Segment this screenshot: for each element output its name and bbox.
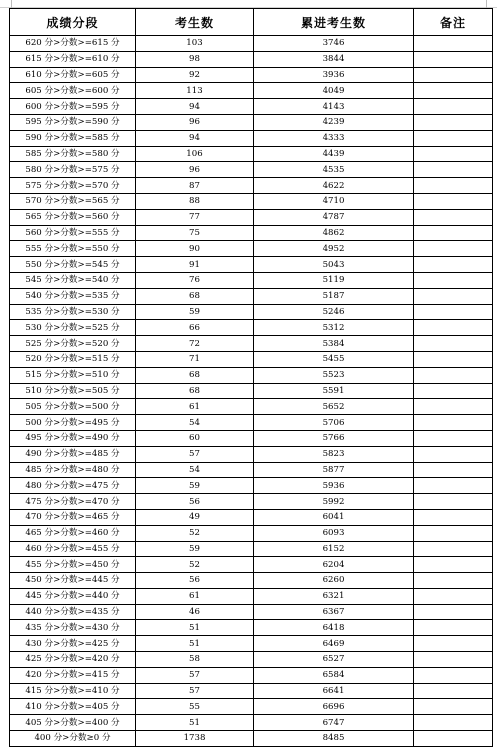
table-row	[10, 509, 493, 525]
candidate-count-cell: 56	[136, 573, 254, 589]
remarks-cell	[414, 494, 493, 510]
candidate-count-cell: 106	[136, 146, 254, 162]
table-row	[10, 36, 493, 52]
candidate-count-cell: 76	[136, 272, 254, 288]
table-row	[10, 699, 493, 715]
score-range-cell: 480 分>分数>=475 分	[10, 478, 136, 494]
table-row	[10, 367, 493, 383]
score-range-cell: 495 分>分数>=490 分	[10, 430, 136, 446]
remarks-cell	[414, 36, 493, 52]
score-range-cell: 470 分>分数>=465 分	[10, 509, 136, 525]
score-range-cell: 575 分>分数>=570 分	[10, 178, 136, 194]
candidate-count-cell: 68	[136, 367, 254, 383]
score-range-cell: 440 分>分数>=435 分	[10, 604, 136, 620]
cumulative-count-cell: 6321	[254, 588, 414, 604]
cumulative-count-cell: 5523	[254, 367, 414, 383]
table-row	[10, 83, 493, 99]
remarks-cell	[414, 525, 493, 541]
score-range-cell: 510 分>分数>=505 分	[10, 383, 136, 399]
candidate-count-cell: 90	[136, 241, 254, 257]
score-range-cell: 425 分>分数>=420 分	[10, 652, 136, 668]
score-range-cell: 620 分>分数>=615 分	[10, 36, 136, 52]
remarks-cell	[414, 304, 493, 320]
cumulative-count-cell: 5823	[254, 446, 414, 462]
table-row	[10, 336, 493, 352]
remarks-cell	[414, 715, 493, 731]
score-range-cell: 515 分>分数>=510 分	[10, 367, 136, 383]
score-range-cell: 585 分>分数>=580 分	[10, 146, 136, 162]
cumulative-count-cell: 5766	[254, 430, 414, 446]
table-row	[10, 667, 493, 683]
table-row	[10, 193, 493, 209]
remarks-cell	[414, 383, 493, 399]
table-row	[10, 383, 493, 399]
cumulative-count-cell: 6469	[254, 636, 414, 652]
header-cumulative-count: 累进考生数	[254, 9, 414, 36]
remarks-cell	[414, 51, 493, 67]
candidate-count-cell: 75	[136, 225, 254, 241]
candidate-count-cell: 92	[136, 67, 254, 83]
table-row	[10, 351, 493, 367]
table-row	[10, 715, 493, 731]
remarks-cell	[414, 652, 493, 668]
score-range-cell: 565 分>分数>=560 分	[10, 209, 136, 225]
score-range-cell: 420 分>分数>=415 分	[10, 667, 136, 683]
remarks-cell	[414, 193, 493, 209]
table-row	[10, 541, 493, 557]
score-range-cell: 465 分>分数>=460 分	[10, 525, 136, 541]
candidate-count-cell: 94	[136, 130, 254, 146]
cumulative-count-cell: 5992	[254, 494, 414, 510]
remarks-cell	[414, 272, 493, 288]
table-row	[10, 99, 493, 115]
cumulative-count-cell: 5043	[254, 257, 414, 273]
cumulative-count-cell: 5187	[254, 288, 414, 304]
cumulative-count-cell: 5877	[254, 462, 414, 478]
table-row	[10, 178, 493, 194]
cumulative-count-cell: 4862	[254, 225, 414, 241]
cumulative-count-cell: 4622	[254, 178, 414, 194]
remarks-cell	[414, 336, 493, 352]
remarks-cell	[414, 573, 493, 589]
table-row	[10, 588, 493, 604]
margin-corner-mark-left	[11, 0, 12, 8]
remarks-cell	[414, 178, 493, 194]
remarks-cell	[414, 399, 493, 415]
cumulative-count-cell: 6527	[254, 652, 414, 668]
candidate-count-cell: 51	[136, 636, 254, 652]
cumulative-count-cell: 3844	[254, 51, 414, 67]
remarks-cell	[414, 699, 493, 715]
table-row	[10, 241, 493, 257]
score-range-cell: 615 分>分数>=610 分	[10, 51, 136, 67]
candidate-count-cell: 59	[136, 304, 254, 320]
cumulative-count-cell: 4710	[254, 193, 414, 209]
score-range-cell: 410 分>分数>=405 分	[10, 699, 136, 715]
candidate-count-cell: 55	[136, 699, 254, 715]
candidate-count-cell: 60	[136, 430, 254, 446]
table-row	[10, 525, 493, 541]
candidate-count-cell: 54	[136, 415, 254, 431]
cumulative-count-cell: 6418	[254, 620, 414, 636]
table-row	[10, 478, 493, 494]
candidate-count-cell: 61	[136, 588, 254, 604]
cumulative-count-cell: 4952	[254, 241, 414, 257]
header-score-range: 成绩分段	[10, 9, 136, 36]
table-row	[10, 415, 493, 431]
table-row	[10, 209, 493, 225]
score-range-cell: 580 分>分数>=575 分	[10, 162, 136, 178]
candidate-count-cell: 58	[136, 652, 254, 668]
remarks-cell	[414, 731, 493, 747]
remarks-cell	[414, 636, 493, 652]
candidate-count-cell: 49	[136, 509, 254, 525]
table-row	[10, 67, 493, 83]
header-remarks: 备注	[414, 9, 493, 36]
remarks-cell	[414, 604, 493, 620]
remarks-cell	[414, 667, 493, 683]
remarks-cell	[414, 257, 493, 273]
cumulative-count-cell: 4239	[254, 114, 414, 130]
cumulative-count-cell: 6260	[254, 573, 414, 589]
score-range-cell: 520 分>分数>=515 分	[10, 351, 136, 367]
cumulative-count-cell: 5706	[254, 415, 414, 431]
table-row	[10, 272, 493, 288]
cumulative-count-cell: 3746	[254, 36, 414, 52]
score-range-cell: 555 分>分数>=550 分	[10, 241, 136, 257]
candidate-count-cell: 103	[136, 36, 254, 52]
candidate-count-cell: 56	[136, 494, 254, 510]
page-top-margin	[0, 0, 497, 8]
remarks-cell	[414, 130, 493, 146]
table-row	[10, 288, 493, 304]
remarks-cell	[414, 162, 493, 178]
header-candidate-count: 考生数	[136, 9, 254, 36]
cumulative-count-cell: 5455	[254, 351, 414, 367]
remarks-cell	[414, 241, 493, 257]
score-range-cell: 450 分>分数>=445 分	[10, 573, 136, 589]
table-row	[10, 731, 493, 747]
candidate-count-cell: 51	[136, 620, 254, 636]
cumulative-count-cell: 5384	[254, 336, 414, 352]
score-range-cell: 500 分>分数>=495 分	[10, 415, 136, 431]
remarks-cell	[414, 541, 493, 557]
score-range-cell: 475 分>分数>=470 分	[10, 494, 136, 510]
candidate-count-cell: 57	[136, 667, 254, 683]
cumulative-count-cell: 4535	[254, 162, 414, 178]
cumulative-count-cell: 6093	[254, 525, 414, 541]
table-row	[10, 257, 493, 273]
candidate-count-cell: 96	[136, 162, 254, 178]
candidate-count-cell: 61	[136, 399, 254, 415]
table-row	[10, 51, 493, 67]
candidate-count-cell: 113	[136, 83, 254, 99]
table-row	[10, 114, 493, 130]
remarks-cell	[414, 99, 493, 115]
candidate-count-cell: 68	[136, 288, 254, 304]
table-row	[10, 652, 493, 668]
score-range-cell: 525 分>分数>=520 分	[10, 336, 136, 352]
score-range-cell: 540 分>分数>=535 分	[10, 288, 136, 304]
cumulative-count-cell: 6204	[254, 557, 414, 573]
table-row	[10, 225, 493, 241]
table-row	[10, 130, 493, 146]
score-range-cell: 485 分>分数>=480 分	[10, 462, 136, 478]
score-range-cell: 430 分>分数>=425 分	[10, 636, 136, 652]
score-distribution-table	[9, 8, 493, 747]
table-row	[10, 399, 493, 415]
remarks-cell	[414, 67, 493, 83]
cumulative-count-cell: 4049	[254, 83, 414, 99]
cumulative-count-cell: 5246	[254, 304, 414, 320]
table-row	[10, 430, 493, 446]
cumulative-count-cell: 4333	[254, 130, 414, 146]
remarks-cell	[414, 462, 493, 478]
score-range-cell: 455 分>分数>=450 分	[10, 557, 136, 573]
score-range-cell: 595 分>分数>=590 分	[10, 114, 136, 130]
score-range-cell: 505 分>分数>=500 分	[10, 399, 136, 415]
table-row	[10, 636, 493, 652]
remarks-cell	[414, 509, 493, 525]
remarks-cell	[414, 114, 493, 130]
remarks-cell	[414, 446, 493, 462]
candidate-count-cell: 52	[136, 525, 254, 541]
score-range-cell: 445 分>分数>=440 分	[10, 588, 136, 604]
table-row	[10, 683, 493, 699]
margin-corner-mark-right	[486, 0, 487, 8]
score-range-cell: 605 分>分数>=600 分	[10, 83, 136, 99]
cumulative-count-cell: 8485	[254, 731, 414, 747]
score-range-cell: 550 分>分数>=545 分	[10, 257, 136, 273]
score-range-cell: 530 分>分数>=525 分	[10, 320, 136, 336]
score-range-cell: 400 分>分数≥0 分	[10, 731, 136, 747]
candidate-count-cell: 68	[136, 383, 254, 399]
candidate-count-cell: 52	[136, 557, 254, 573]
score-range-cell: 460 分>分数>=455 分	[10, 541, 136, 557]
table-row	[10, 620, 493, 636]
candidate-count-cell: 59	[136, 478, 254, 494]
cumulative-count-cell: 6152	[254, 541, 414, 557]
candidate-count-cell: 46	[136, 604, 254, 620]
table-row	[10, 446, 493, 462]
cumulative-count-cell: 6041	[254, 509, 414, 525]
score-range-cell: 600 分>分数>=595 分	[10, 99, 136, 115]
candidate-count-cell: 94	[136, 99, 254, 115]
candidate-count-cell: 98	[136, 51, 254, 67]
remarks-cell	[414, 415, 493, 431]
candidate-count-cell: 1738	[136, 731, 254, 747]
candidate-count-cell: 71	[136, 351, 254, 367]
remarks-cell	[414, 320, 493, 336]
cumulative-count-cell: 6641	[254, 683, 414, 699]
candidate-count-cell: 87	[136, 178, 254, 194]
remarks-cell	[414, 83, 493, 99]
score-range-cell: 545 分>分数>=540 分	[10, 272, 136, 288]
table-row	[10, 320, 493, 336]
cumulative-count-cell: 3936	[254, 67, 414, 83]
cumulative-count-cell: 5312	[254, 320, 414, 336]
cumulative-count-cell: 6696	[254, 699, 414, 715]
remarks-cell	[414, 225, 493, 241]
remarks-cell	[414, 146, 493, 162]
score-range-cell: 405 分>分数>=400 分	[10, 715, 136, 731]
candidate-count-cell: 51	[136, 715, 254, 731]
remarks-cell	[414, 351, 493, 367]
remarks-cell	[414, 209, 493, 225]
score-range-cell: 535 分>分数>=530 分	[10, 304, 136, 320]
candidate-count-cell: 57	[136, 683, 254, 699]
remarks-cell	[414, 588, 493, 604]
candidate-count-cell: 77	[136, 209, 254, 225]
cumulative-count-cell: 5591	[254, 383, 414, 399]
table-row	[10, 494, 493, 510]
cumulative-count-cell: 5119	[254, 272, 414, 288]
candidate-count-cell: 88	[136, 193, 254, 209]
cumulative-count-cell: 4439	[254, 146, 414, 162]
score-range-cell: 570 分>分数>=565 分	[10, 193, 136, 209]
table-row	[10, 573, 493, 589]
cumulative-count-cell: 5936	[254, 478, 414, 494]
score-range-cell: 610 分>分数>=605 分	[10, 67, 136, 83]
remarks-cell	[414, 683, 493, 699]
table-row	[10, 604, 493, 620]
remarks-cell	[414, 620, 493, 636]
candidate-count-cell: 66	[136, 320, 254, 336]
table-row	[10, 557, 493, 573]
candidate-count-cell: 57	[136, 446, 254, 462]
score-range-cell: 435 分>分数>=430 分	[10, 620, 136, 636]
candidate-count-cell: 91	[136, 257, 254, 273]
candidate-count-cell: 59	[136, 541, 254, 557]
table-row	[10, 146, 493, 162]
score-range-cell: 560 分>分数>=555 分	[10, 225, 136, 241]
table-row	[10, 162, 493, 178]
score-range-cell: 415 分>分数>=410 分	[10, 683, 136, 699]
cumulative-count-cell: 4143	[254, 99, 414, 115]
score-range-cell: 590 分>分数>=585 分	[10, 130, 136, 146]
candidate-count-cell: 54	[136, 462, 254, 478]
remarks-cell	[414, 430, 493, 446]
remarks-cell	[414, 478, 493, 494]
header-row	[10, 9, 493, 36]
cumulative-count-cell: 5652	[254, 399, 414, 415]
cumulative-count-cell: 6367	[254, 604, 414, 620]
score-range-cell: 490 分>分数>=485 分	[10, 446, 136, 462]
remarks-cell	[414, 557, 493, 573]
candidate-count-cell: 96	[136, 114, 254, 130]
candidate-count-cell: 72	[136, 336, 254, 352]
table-row	[10, 462, 493, 478]
table-row	[10, 304, 493, 320]
cumulative-count-cell: 6747	[254, 715, 414, 731]
cumulative-count-cell: 4787	[254, 209, 414, 225]
remarks-cell	[414, 288, 493, 304]
remarks-cell	[414, 367, 493, 383]
cumulative-count-cell: 6584	[254, 667, 414, 683]
